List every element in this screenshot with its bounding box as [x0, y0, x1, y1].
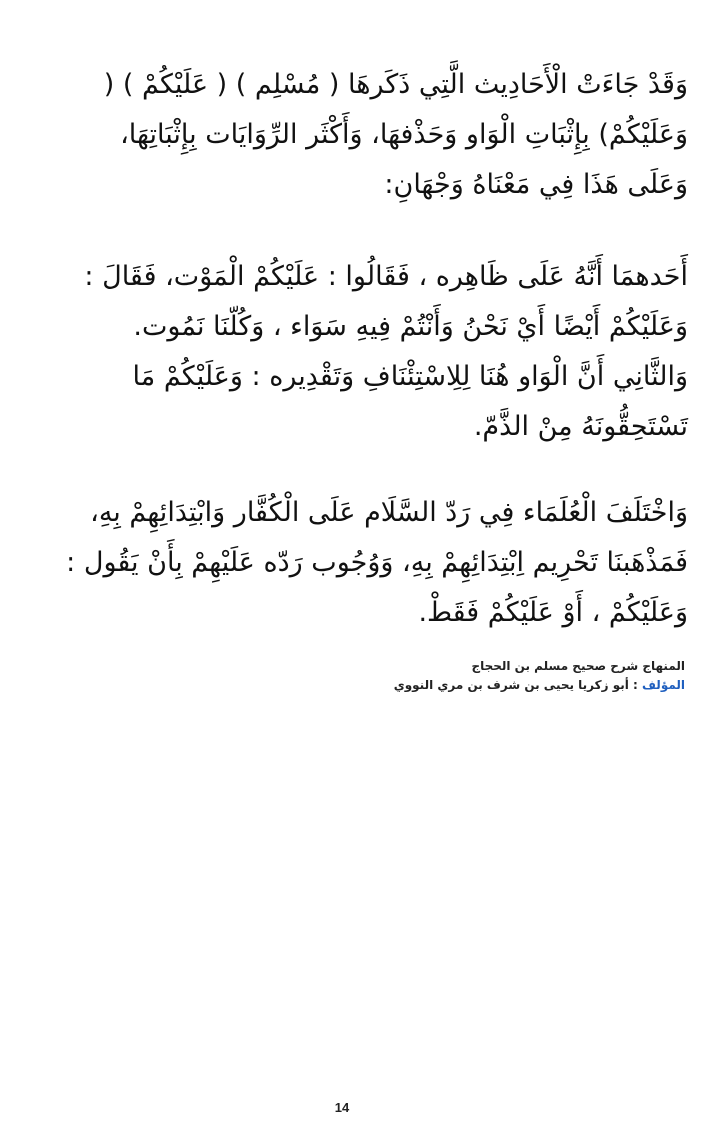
paragraph-line: فَمَذْهَبنَا تَحْرِيم اِبْتِدَائِهِمْ بِهِ، وَوُجُوب رَدّه عَلَيْهِمْ بِأَنْ يَقُول :	[66, 547, 688, 578]
paragraph-line: أَحَدهمَا أَنَّهُ عَلَى ظَاهِره ، فَقَالُوا : عَلَيْكُمْ الْمَوْت، فَقَالَ :	[84, 261, 688, 292]
paragraph-line: وَاخْتَلَفَ الْعُلَمَاء فِي رَدّ السَّلَام عَلَى الْكُفَّار وَابْتِدَائِهِمْ بِهِ،	[90, 497, 688, 528]
paragraph-line: وَعَلَيْكُمْ ، أَوْ عَلَيْكُمْ فَقَطْ.	[418, 597, 688, 628]
source-book-title: المنهاج شرح صحيح مسلم بن الحجاج	[471, 659, 685, 673]
paragraph-line: وَعَلَيْكُمْ أَيْضًا أَيْ نَحْنُ وَأَنْتُمْ فِيهِ سَوَاء ، وَكُلّنَا نَمُوت.	[133, 311, 688, 342]
paragraph-line: وَعَلَى هَذَا فِي مَعْنَاهُ وَجْهَانِ:	[384, 169, 688, 200]
paragraph-scholars-opinion	[50, 488, 688, 638]
author-value: : أبو زكريا يحيى بن شرف بن مري النووي	[393, 678, 643, 692]
paragraph-line: وَالثَّانِي أَنَّ الْوَاو هُنَا لِلِاسْتِئْنَافِ وَتَقْدِيره : وَعَلَيْكُمْ مَا	[132, 361, 688, 392]
source-book-author	[330, 676, 685, 694]
page-number: 14	[334, 1100, 350, 1115]
paragraph-line: وَقَدْ جَاءَتْ الْأَحَادِيث الَّتِي ذَكَرهَا ( مُسْلِم ) ( عَلَيْكُمْ ) (	[103, 69, 688, 100]
paragraph-line: وَعَلَيْكُمْ) بِإِثْبَاتِ الْوَاو وَحَذْفهَا، وَأَكْثَر الرِّوَايَات بِإِثْبَاتِهَا،	[120, 119, 688, 150]
paragraph-first-meaning	[50, 252, 688, 352]
author-label: المؤلف	[642, 678, 685, 692]
paragraph-line: تَسْتَحِقُّونَهُ مِنْ الذَّمّ.	[473, 411, 688, 442]
paragraph-hadith-variants	[50, 60, 688, 210]
paragraph-second-meaning	[50, 352, 688, 452]
